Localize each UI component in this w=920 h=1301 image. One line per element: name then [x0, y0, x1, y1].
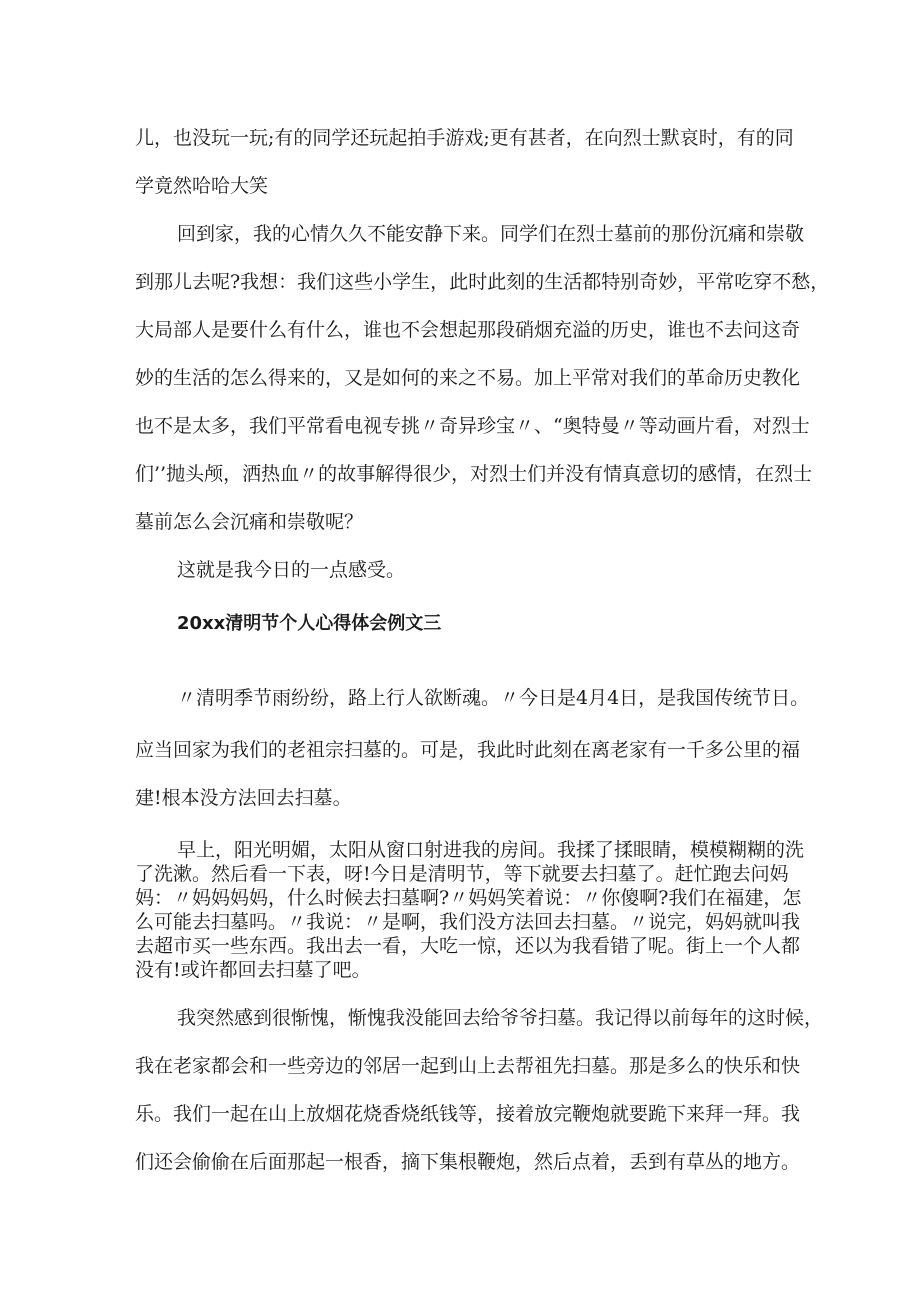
text-line: 建!根本没方法回去扫墓。 [135, 787, 352, 809]
paragraph-start-line: 我突然感到很惭愧，惭愧我没能回去给爷爷扫墓。我记得以前每年的这时候， [177, 1007, 824, 1029]
text-line: 乐。我们一起在山上放烟花烧香烧纸钱等，接着放完鞭炮就要跪下来拜一拜。我 [135, 1103, 801, 1125]
text-line: 墓前怎么会沉痛和崇敬呢？ [135, 511, 364, 533]
text-line: 我在老家都会和一些旁边的邻居一起到山上去帮祖先扫墓。那是多么的快乐和快 [135, 1055, 801, 1077]
paragraph-start-line: 〃清明季节雨纷纷，路上行人欲断魂。〃今日是4月4日，是我国传统节日。 [177, 687, 810, 709]
text-line: 去超市买一些东西。我出去一看，大吃一惊，还以为我看错了呢。街上一个人都 [135, 935, 801, 957]
text-line: 儿，也没玩一玩;有的同学还玩起拍手游戏;更有甚者，在向烈士默哀时，有的同 [135, 127, 794, 149]
paragraph-start-line: 这就是我今日的一点感受。 [177, 559, 406, 581]
text-line: 妙的生活的怎么得来的，又是如何的来之不易。加上平常对我们的革命历史教化 [135, 367, 801, 389]
text-line: 应当回家为我们的老祖宗扫墓的。可是，我此时此刻在离老家有一千多公里的福 [135, 739, 801, 761]
text-line: 了洗漱。然后看一下表，呀!今日是清明节，等下就要去扫墓了。赶忙跑去问妈 [135, 863, 789, 885]
section-heading: 20xx清明节个人心得体会例文三 [177, 613, 442, 634]
text-line: 到那儿去呢?我想：我们这些小学生，此时此刻的生活都特别奇妙，平常吃穿不愁， [135, 271, 830, 293]
text-line: 也不是太多，我们平常看电视专挑〃奇异珍宝〃、“奥特曼〃等动画片看，对烈士 [135, 415, 810, 437]
text-line: 妈：〃妈妈妈妈，什么时候去扫墓啊?〃妈妈笑着说：〃你傻啊?我们在福建，怎 [135, 887, 802, 909]
text-line: 们还会偷偷在后面那起一根香，摘下集根鞭炮，然后点着，丢到有草丛的地方。 [135, 1151, 801, 1173]
text-line: 学竟然哈哈大笑 [135, 175, 269, 197]
text-line: 么可能去扫墓吗。〃我说：〃是啊，我们没方法回去扫墓。〃说完，妈妈就叫我 [135, 911, 801, 933]
text-line: 大局部人是要什么有什么，谁也不会想起那段硝烟充溢的历史，谁也不去问这奇 [135, 319, 801, 341]
text-line: 们’’抛头颅，洒热血〃的故事解得很少，对烈士们并没有情真意切的感情，在烈士 [135, 463, 813, 485]
paragraph-start-line: 回到家，我的心情久久不能安静下来。同学们在烈士墓前的那份沉痛和崇敬 [177, 223, 805, 245]
paragraph-start-line: 早上，阳光明媚，太阳从窗口射进我的房间。我揉了揉眼睛，模模糊糊的洗 [177, 839, 805, 861]
text-line: 没有!或许都回去扫墓了吧。 [135, 959, 371, 981]
